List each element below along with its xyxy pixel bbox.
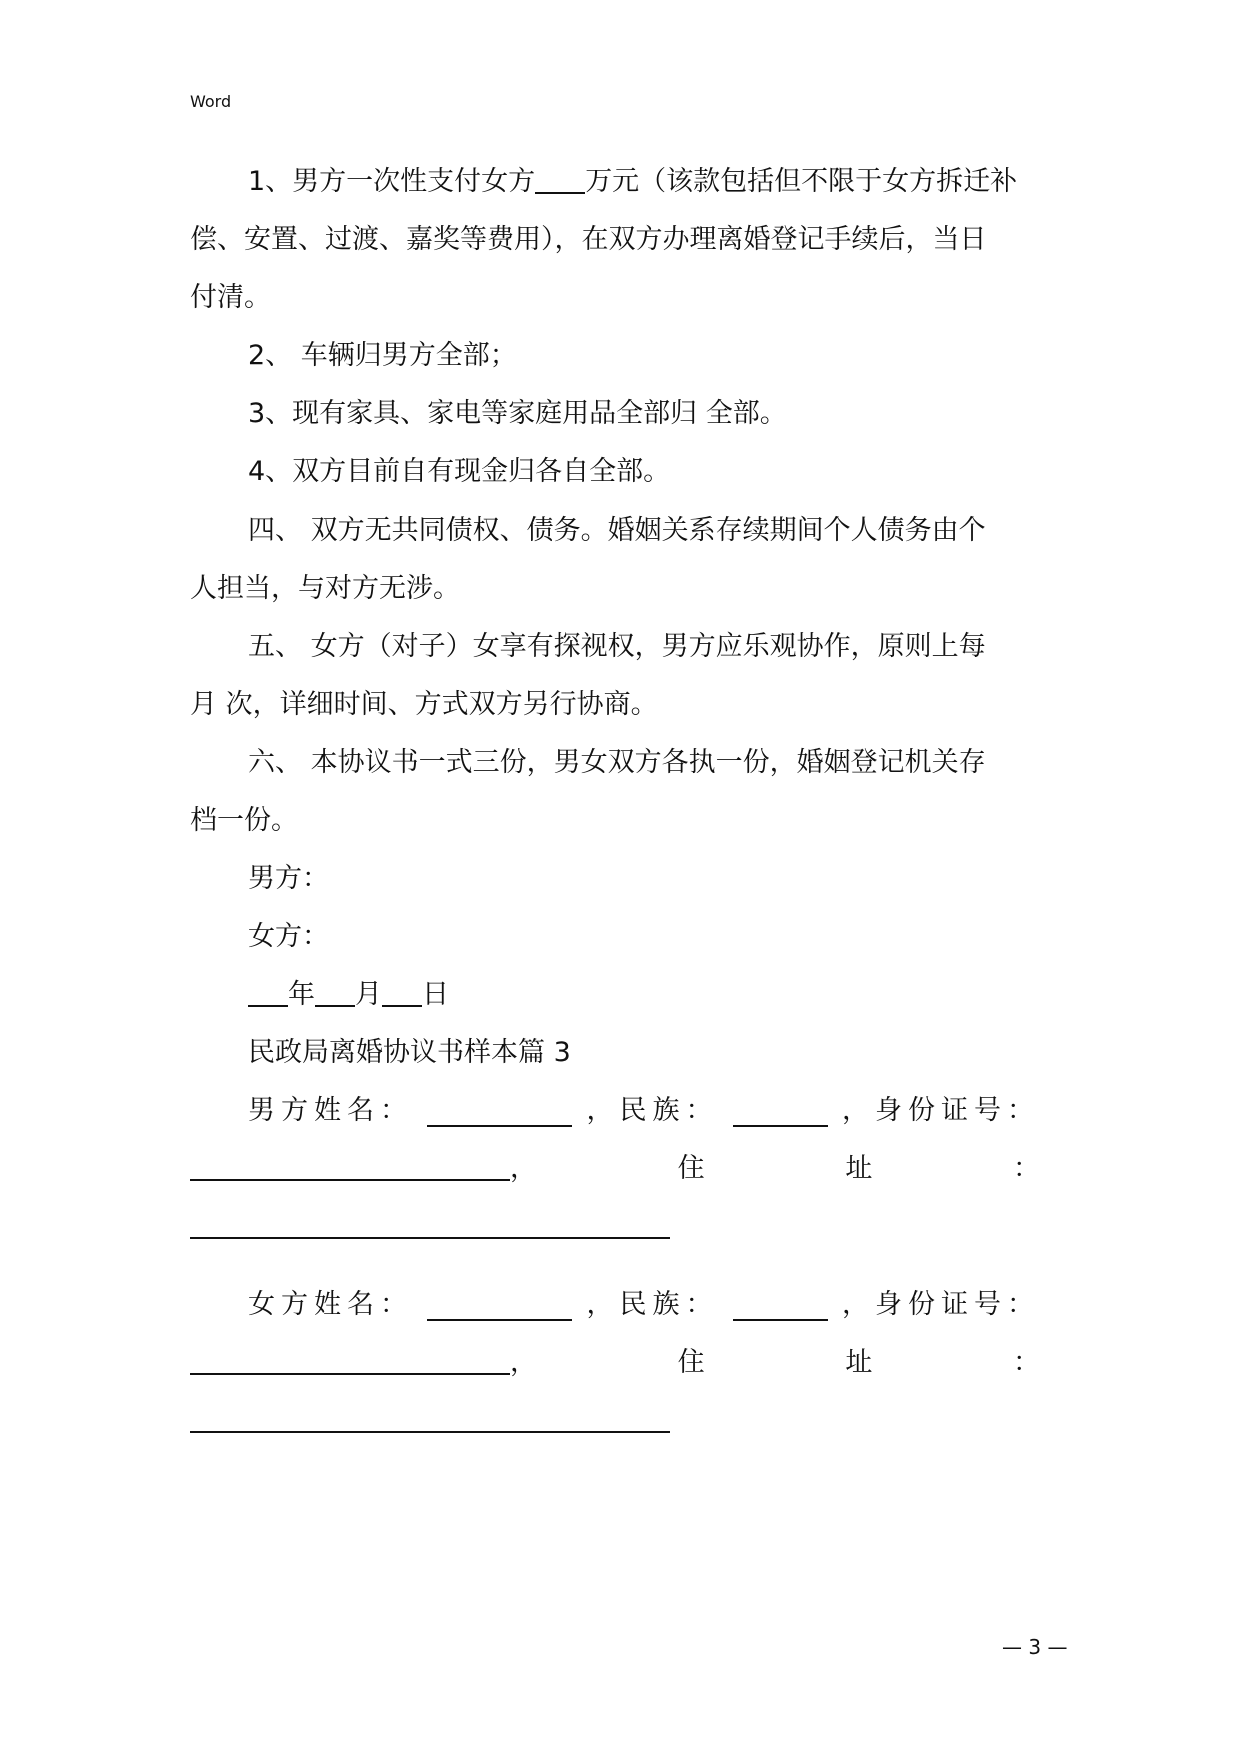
male-name-label: 男方姓名： — [248, 1095, 413, 1126]
male-address-blank — [190, 1207, 670, 1239]
date-line — [248, 975, 449, 1015]
male-id-blank — [190, 1149, 510, 1181]
document-header: Word — [190, 92, 232, 111]
clause-1-text-b: 万元（该款包括但不限于女方拆迁补 — [585, 166, 1018, 197]
section-4-line-2: 人担当，与对方无涉。 — [190, 573, 460, 604]
female-id-blank — [190, 1343, 510, 1375]
page-number: — 3 — — [1002, 1635, 1068, 1659]
female-id-label: ，身份证号： — [842, 1289, 1040, 1320]
clause-4: 4、双方目前自有现金归各自全部。 — [248, 456, 671, 487]
clause-1-text-a: 1、男方一次性支付女方 — [248, 166, 536, 197]
clause-1-line-1 — [248, 162, 1017, 202]
female-ethnic-blank — [733, 1289, 828, 1321]
section-5-line-2: 月 次，详细时间、方式双方另行协商。 — [190, 689, 658, 720]
male-form-line-3 — [190, 1207, 670, 1247]
male-address-colon: ： — [1012, 1153, 1040, 1184]
male-form-line-1 — [248, 1091, 1040, 1131]
clause-1-line-2: 偿、安置、过渡、嘉奖等费用），在双方办理离婚登记手续后，当日 — [190, 224, 987, 255]
month-blank — [315, 975, 355, 1007]
male-comma: ， — [510, 1153, 537, 1184]
male-ethnic-label: ，民族： — [586, 1095, 719, 1126]
female-form-line-1 — [248, 1285, 1040, 1325]
female-form-line-3 — [190, 1401, 670, 1441]
male-ethnic-blank — [733, 1095, 828, 1127]
male-address-label-2: 址 — [845, 1153, 873, 1184]
female-ethnic-label: ，民族： — [586, 1289, 719, 1320]
male-name-blank — [427, 1095, 572, 1127]
female-address-blank — [190, 1401, 670, 1433]
female-address-label-2: 址 — [845, 1347, 873, 1378]
female-comma: ， — [510, 1347, 537, 1378]
section-6-line-2: 档一份。 — [190, 805, 298, 836]
female-address-label-1: 住 — [677, 1347, 705, 1378]
clause-3: 3、现有家具、家电等家庭用品全部归 全部。 — [248, 398, 787, 429]
year-blank — [248, 975, 288, 1007]
day-blank — [382, 975, 422, 1007]
amount-blank — [535, 162, 585, 194]
female-address-colon: ： — [1012, 1347, 1040, 1378]
male-address-label-1: 住 — [677, 1153, 705, 1184]
clause-1-line-3: 付清。 — [190, 282, 271, 313]
date-month-label: 月 — [355, 979, 382, 1010]
female-form-line-2 — [190, 1343, 1040, 1383]
section-5-line-1: 五、 女方（对子）女享有探视权，男方应乐观协作，原则上每 — [248, 631, 986, 662]
section-title: 民政局离婚协议书样本篇 3 — [248, 1037, 571, 1068]
section-4-line-1: 四、 双方无共同债权、债务。婚姻关系存续期间个人债务由个 — [248, 515, 986, 546]
section-6-line-1: 六、 本协议书一式三份，男女双方各执一份，婚姻登记机关存 — [248, 747, 986, 778]
clause-2: 2、 车辆归男方全部； — [248, 340, 517, 371]
male-id-label: ，身份证号： — [842, 1095, 1040, 1126]
female-name-blank — [427, 1289, 572, 1321]
female-name-label: 女方姓名： — [248, 1289, 413, 1320]
signature-female: 女方： — [248, 921, 329, 952]
date-day-label: 日 — [422, 979, 449, 1010]
date-year-label: 年 — [288, 979, 315, 1010]
signature-male: 男方： — [248, 863, 329, 894]
male-form-line-2 — [190, 1149, 1040, 1189]
